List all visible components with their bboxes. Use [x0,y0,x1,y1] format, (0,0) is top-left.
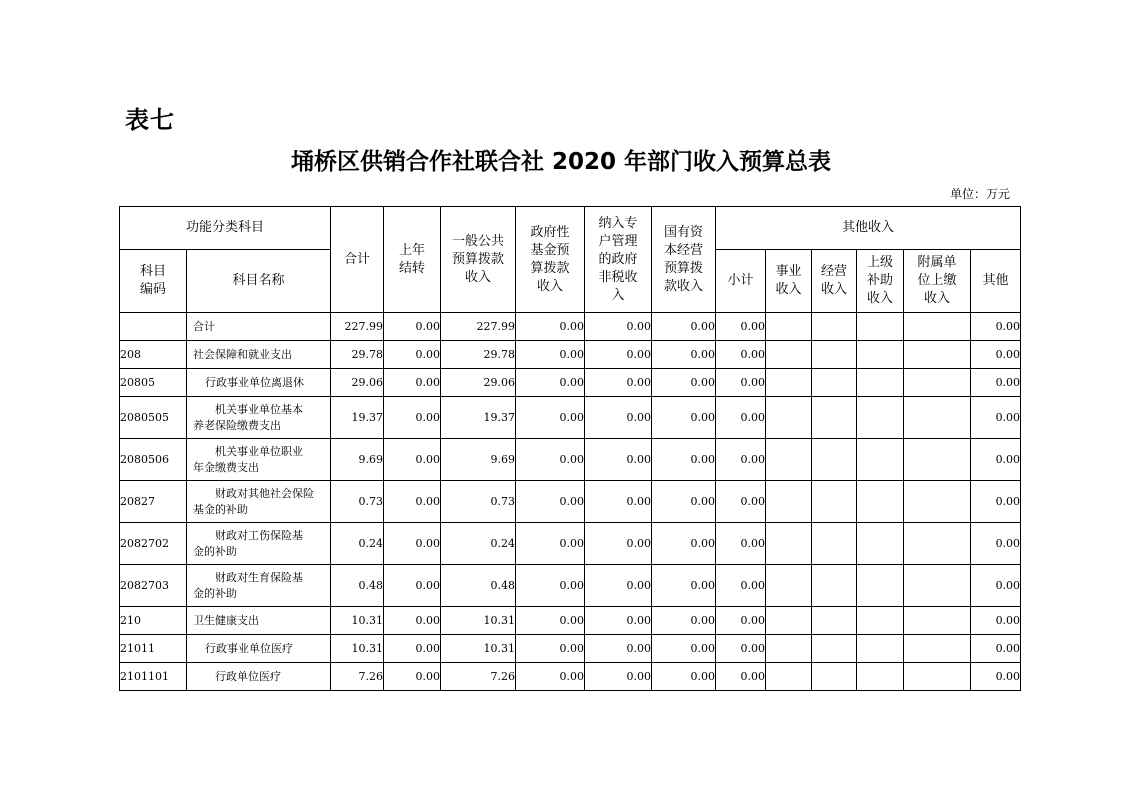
table-row [120,439,1021,481]
cell-upper [857,607,904,635]
cell-code: 208 [120,341,187,369]
cell-affiliated [904,635,971,663]
cell-capital: 0.00 [652,369,716,397]
cell-subtotal: 0.00 [716,635,766,663]
cell-code: 2101101 [120,663,187,691]
cell-affiliated [904,607,971,635]
cell-total: 9.69 [331,439,384,481]
cell-operating [812,565,857,607]
cell-other: 0.00 [971,439,1021,481]
cell-name-line2: 金的补助 [193,586,237,600]
cell-name-line2: 年金缴费支出 [193,460,259,474]
cell-name [187,481,331,523]
header-business: 事业收入 [766,250,812,313]
cell-subtotal: 0.00 [716,565,766,607]
cell-name: 行政单位医疗 [187,663,331,691]
cell-subtotal: 0.00 [716,481,766,523]
cell-subtotal: 0.00 [716,369,766,397]
cell-code: 210 [120,607,187,635]
header-operating: 经营收入 [812,250,857,313]
cell-special: 0.00 [585,523,652,565]
cell-name [187,565,331,607]
cell-other: 0.00 [971,397,1021,439]
cell-code: 21011 [120,635,187,663]
header-row-1 [120,207,1021,250]
cell-general: 10.31 [441,607,516,635]
page-title: 埇桥区供销合作社联合社 2020 年部门收入预算总表 [290,149,832,175]
table-row [120,607,1021,635]
table-row [120,523,1021,565]
cell-special: 0.00 [585,481,652,523]
cell-other: 0.00 [971,369,1021,397]
cell-name: 行政事业单位医疗 [187,635,331,663]
header-carryover: 上年结转 [384,207,441,313]
header-subject-name: 科目名称 [187,250,331,313]
cell-affiliated [904,481,971,523]
cell-other: 0.00 [971,481,1021,523]
cell-general: 227.99 [441,313,516,341]
cell-affiliated [904,523,971,565]
cell-special: 0.00 [585,341,652,369]
cell-name-line1: 财政对工伤保险基 [215,528,303,542]
cell-operating [812,523,857,565]
cell-code: 20805 [120,369,187,397]
budget-table [119,206,1021,691]
cell-upper [857,481,904,523]
cell-operating [812,313,857,341]
cell-general: 0.48 [441,565,516,607]
cell-fund: 0.00 [516,635,585,663]
cell-subtotal: 0.00 [716,341,766,369]
cell-operating [812,481,857,523]
cell-business [766,397,812,439]
cell-name: 行政事业单位离退休 [187,369,331,397]
cell-subtotal: 0.00 [716,523,766,565]
cell-total: 29.78 [331,341,384,369]
cell-operating [812,635,857,663]
header-general-budget: 一般公共预算拨款收入 [441,207,516,313]
cell-upper [857,439,904,481]
table-row [120,635,1021,663]
cell-fund: 0.00 [516,607,585,635]
cell-capital: 0.00 [652,397,716,439]
cell-general: 0.24 [441,523,516,565]
cell-code: 2080505 [120,397,187,439]
cell-upper [857,397,904,439]
header-affiliated: 附属单位上缴收入 [904,250,971,313]
cell-capital: 0.00 [652,523,716,565]
cell-total: 0.48 [331,565,384,607]
table-number: 表七 [125,106,175,134]
cell-name-line2: 养老保险缴费支出 [193,418,281,432]
cell-code: 20827 [120,481,187,523]
cell-affiliated [904,313,971,341]
cell-special: 0.00 [585,635,652,663]
cell-name: 社会保障和就业支出 [187,341,331,369]
cell-subtotal: 0.00 [716,663,766,691]
cell-capital: 0.00 [652,565,716,607]
cell-carry: 0.00 [384,341,441,369]
cell-other: 0.00 [971,607,1021,635]
cell-total: 19.37 [331,397,384,439]
cell-capital: 0.00 [652,481,716,523]
cell-upper [857,635,904,663]
cell-affiliated [904,439,971,481]
cell-carry: 0.00 [384,565,441,607]
cell-code: 2080506 [120,439,187,481]
cell-upper [857,341,904,369]
cell-name [187,523,331,565]
header-func-class: 功能分类科目 [120,207,331,250]
cell-upper [857,565,904,607]
cell-subtotal: 0.00 [716,397,766,439]
cell-name-line2: 基金的补助 [193,502,248,516]
cell-code: 2082702 [120,523,187,565]
cell-name: 合计 [187,313,331,341]
cell-general: 7.26 [441,663,516,691]
cell-fund: 0.00 [516,523,585,565]
cell-total: 29.06 [331,369,384,397]
cell-general: 19.37 [441,397,516,439]
cell-upper [857,369,904,397]
cell-business [766,523,812,565]
cell-carry: 0.00 [384,523,441,565]
cell-subtotal: 0.00 [716,313,766,341]
cell-business [766,439,812,481]
table-row [120,369,1021,397]
cell-business [766,481,812,523]
cell-business [766,565,812,607]
cell-fund: 0.00 [516,369,585,397]
cell-fund: 0.00 [516,663,585,691]
cell-business [766,607,812,635]
cell-other: 0.00 [971,313,1021,341]
cell-upper [857,663,904,691]
cell-other: 0.00 [971,565,1021,607]
header-upper-subsidy: 上级补助收入 [857,250,904,313]
table-row [120,663,1021,691]
cell-affiliated [904,565,971,607]
cell-affiliated [904,663,971,691]
cell-capital: 0.00 [652,313,716,341]
table-row [120,565,1021,607]
cell-name-line1: 财政对生育保险基 [215,570,303,584]
cell-operating [812,341,857,369]
cell-fund: 0.00 [516,565,585,607]
cell-name [187,397,331,439]
cell-business [766,341,812,369]
cell-fund: 0.00 [516,439,585,481]
table-row [120,313,1021,341]
cell-total: 7.26 [331,663,384,691]
cell-other: 0.00 [971,341,1021,369]
cell-special: 0.00 [585,397,652,439]
cell-general: 0.73 [441,481,516,523]
cell-operating [812,397,857,439]
cell-affiliated [904,341,971,369]
cell-special: 0.00 [585,369,652,397]
cell-fund: 0.00 [516,397,585,439]
header-subject-code: 科目编码 [120,250,187,313]
cell-business [766,369,812,397]
cell-other: 0.00 [971,663,1021,691]
cell-special: 0.00 [585,663,652,691]
cell-upper [857,523,904,565]
cell-code: 2082703 [120,565,187,607]
header-subtotal: 小计 [716,250,766,313]
unit-label: 单位：万元 [949,187,1010,201]
cell-fund: 0.00 [516,341,585,369]
cell-carry: 0.00 [384,635,441,663]
cell-carry: 0.00 [384,397,441,439]
cell-total: 0.24 [331,523,384,565]
cell-special: 0.00 [585,439,652,481]
cell-capital: 0.00 [652,663,716,691]
cell-subtotal: 0.00 [716,607,766,635]
cell-capital: 0.00 [652,635,716,663]
cell-general: 9.69 [441,439,516,481]
cell-carry: 0.00 [384,481,441,523]
header-other: 其他 [971,250,1021,313]
cell-code [120,313,187,341]
cell-general: 10.31 [441,635,516,663]
cell-affiliated [904,397,971,439]
cell-business [766,635,812,663]
cell-name-line2: 金的补助 [193,544,237,558]
cell-carry: 0.00 [384,607,441,635]
table-row [120,397,1021,439]
cell-name-line1: 财政对其他社会保险 [215,486,314,500]
header-other-income: 其他收入 [716,207,1021,250]
table-row [120,481,1021,523]
cell-capital: 0.00 [652,439,716,481]
cell-capital: 0.00 [652,341,716,369]
cell-affiliated [904,369,971,397]
cell-general: 29.78 [441,341,516,369]
cell-total: 10.31 [331,635,384,663]
cell-name: 卫生健康支出 [187,607,331,635]
header-state-capital: 国有资本经营预算拨款收入 [652,207,716,313]
cell-business [766,313,812,341]
header-gov-fund: 政府性基金预算拨款收入 [516,207,585,313]
cell-carry: 0.00 [384,313,441,341]
cell-other: 0.00 [971,635,1021,663]
cell-upper [857,313,904,341]
cell-other: 0.00 [971,523,1021,565]
cell-business [766,663,812,691]
header-total: 合计 [331,207,384,313]
cell-name-line1: 机关事业单位基本 [215,402,303,416]
cell-total: 10.31 [331,607,384,635]
cell-capital: 0.00 [652,607,716,635]
cell-general: 29.06 [441,369,516,397]
header-special-mgmt: 纳入专户管理的政府非税收入 [585,207,652,313]
cell-special: 0.00 [585,565,652,607]
cell-total: 0.73 [331,481,384,523]
cell-name-line1: 机关事业单位职业 [215,444,303,458]
cell-carry: 0.00 [384,439,441,481]
cell-carry: 0.00 [384,663,441,691]
cell-operating [812,663,857,691]
cell-operating [812,607,857,635]
cell-operating [812,439,857,481]
cell-subtotal: 0.00 [716,439,766,481]
cell-special: 0.00 [585,607,652,635]
cell-special: 0.00 [585,313,652,341]
cell-total: 227.99 [331,313,384,341]
table-row [120,341,1021,369]
cell-carry: 0.00 [384,369,441,397]
cell-name [187,439,331,481]
cell-fund: 0.00 [516,481,585,523]
cell-operating [812,369,857,397]
cell-fund: 0.00 [516,313,585,341]
